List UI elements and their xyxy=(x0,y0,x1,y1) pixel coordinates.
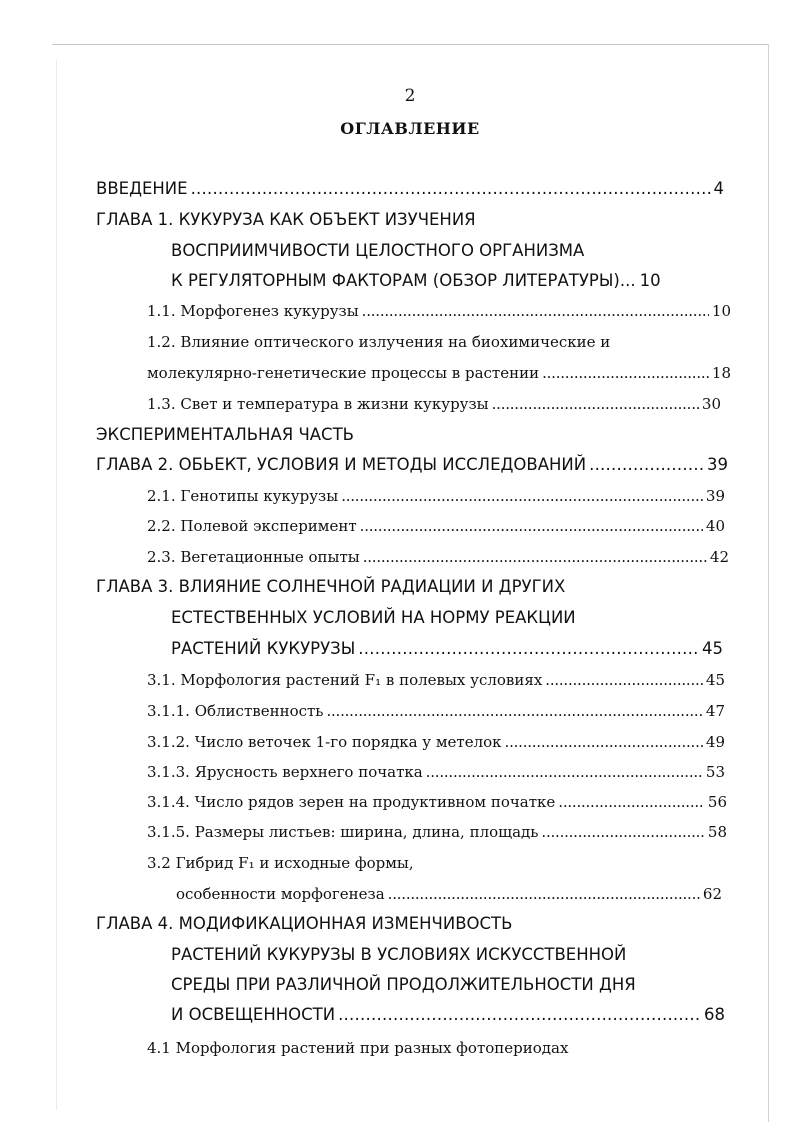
dot-leader xyxy=(338,1000,701,1030)
toc-section-3-1-3[interactable] xyxy=(147,757,725,787)
dot-leader xyxy=(545,665,703,695)
toc-section-1-2-line-1[interactable] xyxy=(147,327,610,357)
dot-leader xyxy=(358,634,699,664)
toc-page-number: 30 xyxy=(701,395,721,413)
toc-page-number: 45 xyxy=(702,639,723,658)
toc-chapter-3-line-2 xyxy=(171,603,576,633)
toc-section-3-2-line-2[interactable] xyxy=(176,879,722,909)
toc-entry-text: 3.1.3. Ярусность верхнего початка xyxy=(147,763,423,781)
toc-part-experimental[interactable] xyxy=(96,420,354,450)
toc-section-1-1[interactable] xyxy=(147,296,731,326)
toc-page-number: 53 xyxy=(705,763,725,781)
dot-leader xyxy=(362,296,709,326)
dot-leader xyxy=(426,757,703,787)
toc-page-number: 45 xyxy=(705,671,725,689)
toc-entry-text: К РЕГУЛЯТОРНЫМ ФАКТОРАМ (ОБЗОР ЛИТЕРАТУРЫ)... xyxy=(171,271,636,290)
toc-chapter-4-line-3 xyxy=(171,970,636,1000)
toc-entry-text: ЕСТЕСТВЕННЫХ УСЛОВИЙ НА НОРМУ РЕАКЦИИ xyxy=(171,608,576,627)
toc-page-number: 42 xyxy=(709,548,729,566)
toc-entry-text: 3.2 Гибрид F₁ и исходные формы, xyxy=(147,854,414,872)
toc-page-number: 68 xyxy=(704,1005,725,1024)
dot-leader xyxy=(388,879,700,909)
toc-chapter-3-line-3[interactable] xyxy=(171,634,723,664)
toc-entry-text: ГЛАВА 4. МОДИФИКАЦИОННАЯ ИЗМЕНЧИВОСТЬ xyxy=(96,914,513,933)
toc-entry-text: 1.2. Влияние оптического излучения на биохимические и xyxy=(147,333,611,351)
toc-entry-text: 3.1.2. Число веточек 1-го порядка у метелок xyxy=(147,733,502,751)
toc-entry-text: 3.1.4. Число рядов зерен на продуктивном початке xyxy=(147,793,556,811)
toc-section-4-1[interactable] xyxy=(147,1033,568,1063)
toc-chapter-1-line-2 xyxy=(171,236,584,266)
toc-section-3-1-2[interactable] xyxy=(147,727,725,757)
page-number: 2 xyxy=(404,86,416,106)
toc-chapter-2[interactable] xyxy=(96,450,728,480)
dot-leader xyxy=(326,696,702,726)
toc-entry-text: 1.3. Свет и температура в жизни кукурузы xyxy=(147,395,489,413)
dot-leader xyxy=(363,542,707,572)
toc-chapter-4-line-1[interactable] xyxy=(96,909,512,939)
toc-section-2-2[interactable] xyxy=(147,511,725,541)
toc-entry-text: особенности морфогенеза xyxy=(176,885,385,903)
dot-leader xyxy=(558,787,705,817)
toc-entry-text: молекулярно-генетические процессы в растении xyxy=(147,364,540,382)
toc-page-number: 10 xyxy=(711,302,731,320)
toc-page-number: 62 xyxy=(702,885,722,903)
toc-entry-text: 3.1.1. Облиственность xyxy=(147,702,324,720)
toc-chapter-1-line-1[interactable] xyxy=(96,205,476,235)
toc-chapter-3-line-1[interactable] xyxy=(96,572,565,602)
toc-section-2-3[interactable] xyxy=(147,542,729,572)
dot-leader xyxy=(191,174,711,204)
toc-page-number: 39 xyxy=(707,455,728,474)
toc-page-number: 47 xyxy=(705,702,725,720)
toc-entry-text: ГЛАВА 2. ОБЬЕКТ, УСЛОВИЯ И МЕТОДЫ ИССЛЕДОВАНИЙ xyxy=(96,455,587,474)
toc-chapter-1-line-3[interactable] xyxy=(171,266,733,296)
toc-page-number: 39 xyxy=(705,487,725,505)
toc-page-number: 10 xyxy=(639,271,661,290)
dot-leader xyxy=(589,450,704,480)
toc-section-1-2-line-2[interactable] xyxy=(147,358,731,388)
dot-leader xyxy=(360,511,703,541)
toc-page-number: 40 xyxy=(705,517,725,535)
toc-entry-text: ВОСПРИИМЧИВОСТИ ЦЕЛОСТНОГО ОРГАНИЗМА xyxy=(171,241,585,260)
toc-entry-text: ВВЕДЕНИЕ xyxy=(96,179,188,198)
toc-page-number: 58 xyxy=(707,823,727,841)
toc-entry-text: РАСТЕНИЙ КУКУРУЗЫ В УСЛОВИЯХ ИСКУССТВЕННОЙ xyxy=(171,945,627,964)
toc-page-number: 49 xyxy=(705,733,725,751)
toc-section-3-2-line-1[interactable] xyxy=(147,848,414,878)
toc-section-1-3[interactable] xyxy=(147,389,721,419)
toc-entry-text: 2.3. Вегетационные опыты xyxy=(147,548,360,566)
toc-entry-text: ГЛАВА 3. ВЛИЯНИЕ СОЛНЕЧНОЙ РАДИАЦИИ И ДРУГИХ xyxy=(96,577,566,596)
toc-entry-text: ГЛАВА 1. КУКУРУЗА КАК ОБЪЕКТ ИЗУЧЕНИЯ xyxy=(96,210,476,229)
dot-leader xyxy=(492,389,699,419)
toc-section-3-1[interactable] xyxy=(147,665,725,695)
page-title: ОГЛАВЛЕНИЕ xyxy=(340,119,480,138)
toc-section-3-1-4[interactable] xyxy=(147,787,727,817)
toc-entry-text: 2.2. Полевой эксперимент xyxy=(147,517,357,535)
toc-entry-text: 2.1. Генотипы кукурузы xyxy=(147,487,339,505)
toc-entry-text: 4.1 Морфология растений при разных фотопериодах xyxy=(147,1039,569,1057)
toc-entry-text: 3.1.5. Размеры листьев: ширина, длина, площадь xyxy=(147,823,539,841)
toc-entry-text: 1.1. Морфогенез кукурузы xyxy=(147,302,359,320)
toc-chapter-4-line-2 xyxy=(171,940,626,970)
dot-leader xyxy=(541,817,704,847)
toc-entry-text: СРЕДЫ ПРИ РАЗЛИЧНОЙ ПРОДОЛЖИТЕЛЬНОСТИ ДНЯ xyxy=(171,975,636,994)
toc-section-2-1[interactable] xyxy=(147,481,725,511)
toc-section-3-1-5[interactable] xyxy=(147,817,727,847)
dot-leader xyxy=(341,481,703,511)
toc-entry-intro[interactable] xyxy=(96,174,724,204)
toc-section-3-1-1[interactable] xyxy=(147,696,725,726)
dot-leader xyxy=(505,727,703,757)
toc-entry-text: РАСТЕНИЙ КУКУРУЗЫ xyxy=(171,639,356,658)
toc-entry-text: 3.1. Морфология растений F₁ в полевых условиях xyxy=(147,671,543,689)
dot-leader xyxy=(542,358,709,388)
toc-entry-text: И ОСВЕЩЕННОСТИ xyxy=(171,1005,336,1024)
toc-chapter-4-line-4[interactable] xyxy=(171,1000,725,1030)
toc-page-number: 4 xyxy=(713,179,724,198)
toc-page-number: 56 xyxy=(707,793,727,811)
toc-entry-text: ЭКСПЕРИМЕНТАЛЬНАЯ ЧАСТЬ xyxy=(96,425,354,444)
toc-page-number: 18 xyxy=(711,364,731,382)
